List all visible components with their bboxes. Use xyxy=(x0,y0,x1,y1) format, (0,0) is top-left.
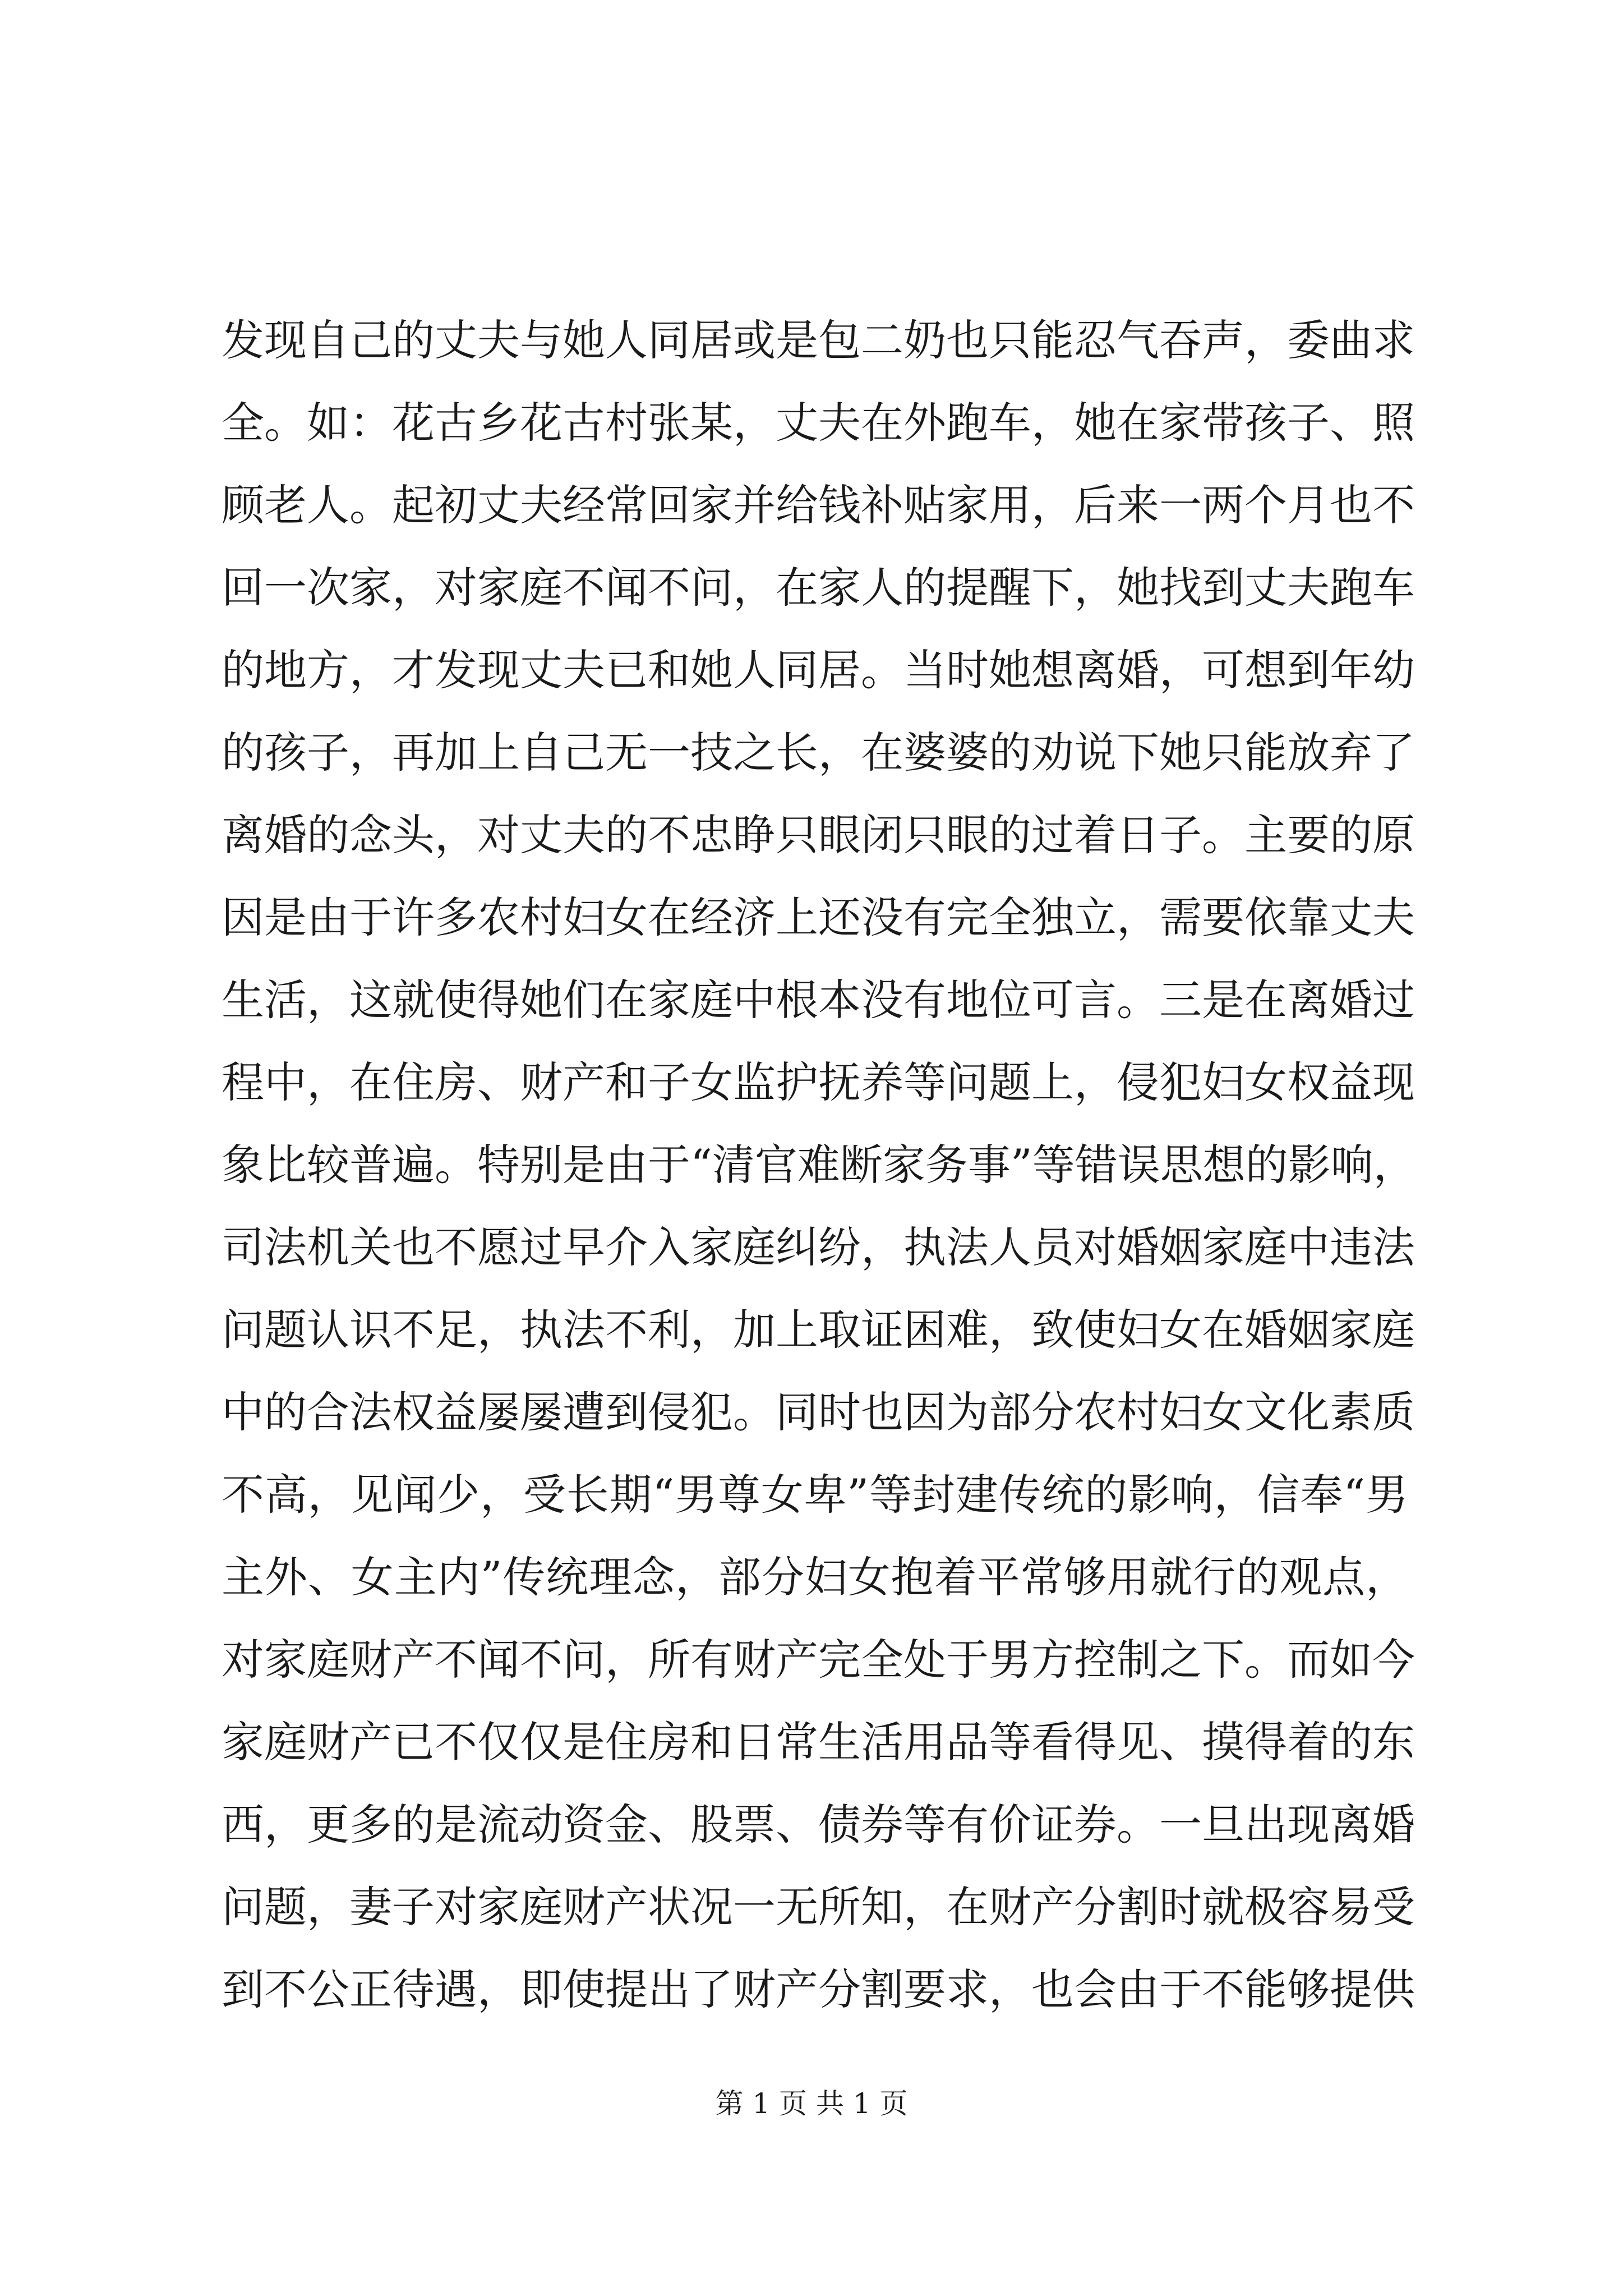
page-footer xyxy=(0,2084,1623,2123)
text-line: 家庭财产已不仅仅是住房和日常生活用品等看得见、摸得着的东 xyxy=(222,1717,1415,1767)
text-line: 发现自己的丈夫与她人同居或是包二奶也只能忍气吞声，委曲求 xyxy=(222,315,1415,365)
text-line: 顾老人。起初丈夫经常回家并给钱补贴家用，后来一两个月也不 xyxy=(222,480,1415,530)
text-line: 问题，妻子对家庭财产状况一无所知，在财产分割时就极容易受 xyxy=(222,1882,1415,1932)
text-line: 西，更多的是流动资金、股票、债券等有价证券。一旦出现离婚 xyxy=(222,1800,1415,1849)
text-line: 离婚的念头，对丈夫的不忠睁只眼闭只眼的过着日子。主要的原 xyxy=(222,810,1415,860)
text-line: 生活，这就使得她们在家庭中根本没有地位可言。三是在离婚过 xyxy=(222,975,1415,1025)
body-paragraph xyxy=(222,299,1416,2031)
text-line: 到不公正待遇，即使提出了财产分割要求，也会由于不能够提供 xyxy=(222,1964,1415,2014)
text-line: 司法机关也不愿过早介入家庭纠纷，执法人员对婚姻家庭中违法 xyxy=(222,1222,1415,1272)
text-line: 的孩子，再加上自己无一技之长，在婆婆的劝说下她只能放弃了 xyxy=(222,728,1415,777)
text-line: 程中，在住房、财产和子女监护抚养等问题上，侵犯妇女权益现 xyxy=(222,1057,1415,1107)
text-line: 全。如：花古乡花古村张某，丈夫在外跑车，她在家带孩子、照 xyxy=(222,398,1415,448)
text-line: 问题认识不足，执法不利，加上取证困难，致使妇女在婚姻家庭 xyxy=(222,1305,1415,1355)
page-number: 第 1 页 共 1 页 xyxy=(715,2087,908,2120)
text-line: 因是由于许多农村妇女在经济上还没有完全独立，需要依靠丈夫 xyxy=(222,892,1415,942)
text-line: 回一次家，对家庭不闻不问，在家人的提醒下，她找到丈夫跑车 xyxy=(222,563,1415,613)
text-line: 不高，见闻少，受长期“男尊女卑”等封建传统的影响，信奉“男 xyxy=(222,1470,1408,1520)
text-line: 对家庭财产不闻不问，所有财产完全处于男方控制之下。而如今 xyxy=(222,1635,1415,1685)
text-line: 象比较普遍。特别是由于“清官难断家务事”等错误思想的影响， xyxy=(222,1140,1416,1190)
text-line: 的地方，才发现丈夫已和她人同居。当时她想离婚，可想到年幼 xyxy=(222,645,1415,695)
text-line: 主外、女主内”传统理念，部分妇女抱着平常够用就行的观点， xyxy=(222,1552,1408,1602)
text-line: 中的合法权益屡屡遭到侵犯。同时也因为部分农村妇女文化素质 xyxy=(222,1387,1415,1437)
